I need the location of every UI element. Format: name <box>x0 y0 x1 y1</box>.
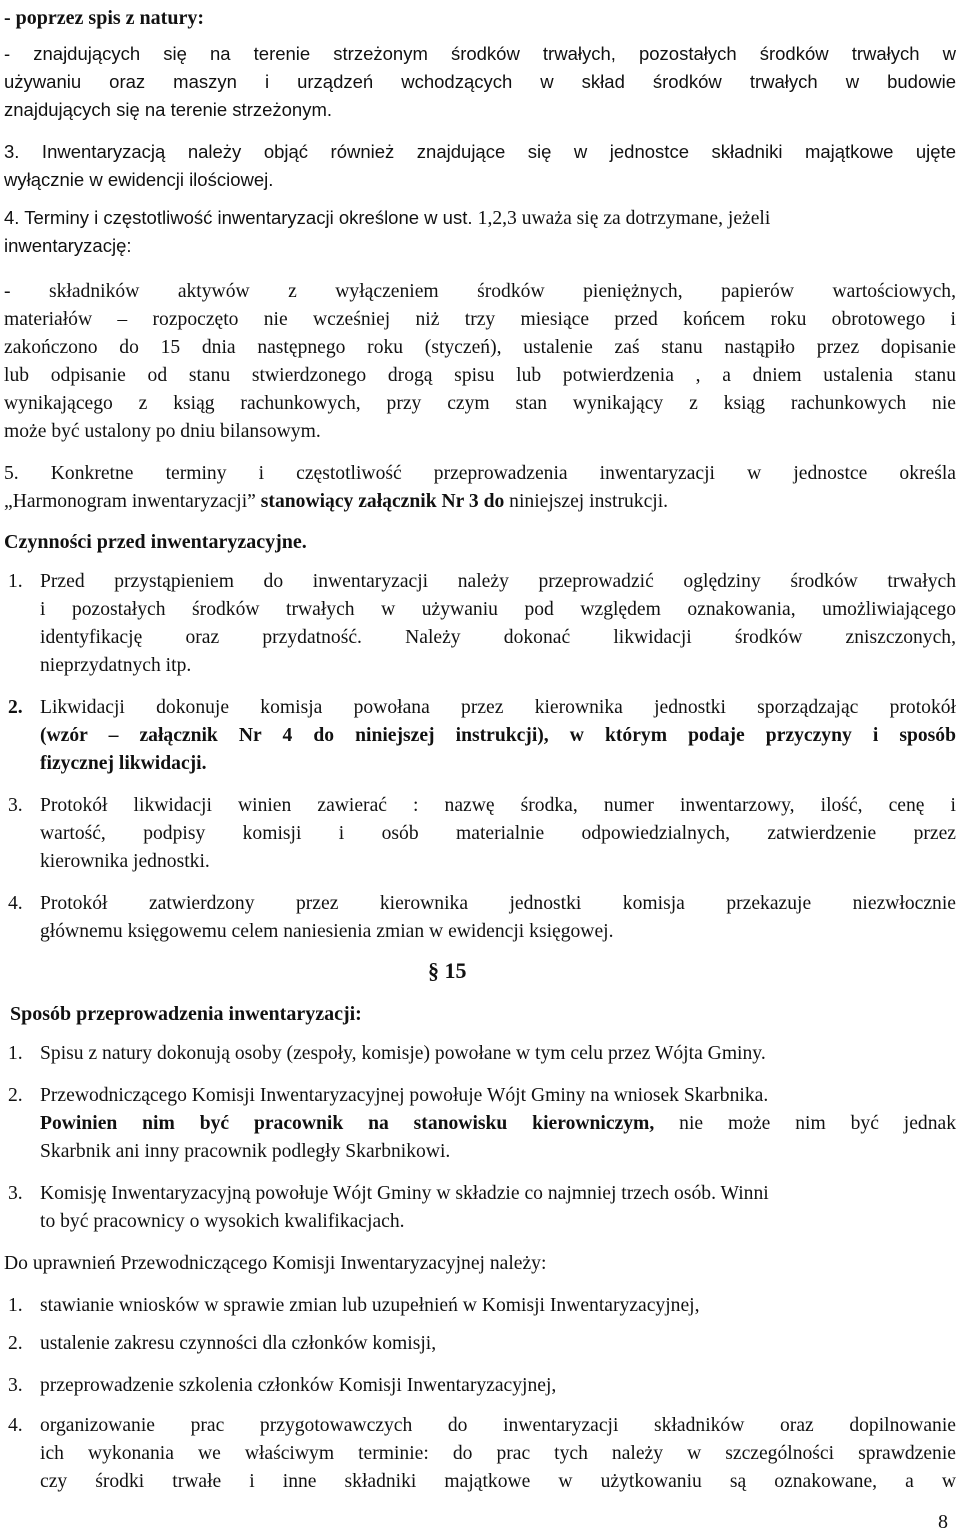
heading-spis: - poprzez spis z natury: <box>4 7 204 29</box>
list-line: Protokół likwidacji winien zawierać : nazwę środka, numer inwentarzowy, ilość, cenę i <box>40 795 956 816</box>
list-number: 4. <box>8 1415 23 1436</box>
paragraph-line: zakończono do 15 dnia następnego roku (styczeń), ustalenie zaś stanu nastąpiło przez dopisanie <box>4 337 956 358</box>
list-number: 1. <box>8 1295 23 1316</box>
list-number: 3. <box>8 1375 23 1396</box>
list-line: Przed przystąpieniem do inwentaryzacji należy przeprowadzić oględziny środków trwałych <box>40 571 956 592</box>
paragraph-line: - znajdujących się na terenie strzeżonym środków trwałych, pozostałych środków trwałych w <box>4 43 956 64</box>
list-line: stawianie wniosków w sprawie zmian lub uzupełnień w Komisji Inwentaryzacyjnej, <box>40 1295 700 1316</box>
list-line-bold: (wzór – załącznik Nr 4 do niniejszej instrukcji), w którym podaje przyczyny i sposób <box>40 725 956 746</box>
list-line: organizowanie prac przygotowawczych do inwentaryzacji składników oraz dopilnowanie <box>40 1415 956 1436</box>
paragraph-line: Do uprawnień Przewodniczącego Komisji Inwentaryzacyjnej należy: <box>4 1253 547 1274</box>
paragraph-fragment: 4. Terminy i częstotliwość inwentaryzacji określone w ust. <box>4 207 473 228</box>
list-line: Protokół zatwierdzony przez kierownika jednostki komisja przekazuje niezwłocznie <box>40 893 956 914</box>
list-number: 3. <box>8 795 23 816</box>
list-line: Komisję Inwentaryzacyjną powołuje Wójt Gminy w składzie co najmniej trzech osób. Winni <box>40 1183 769 1204</box>
list-line: ustalenie zakresu czynności dla członków komisji, <box>40 1333 437 1354</box>
list-line: wartość, podpisy komisji i osób materialnie odpowiedzialnych, zatwierdzenie przez <box>40 823 956 844</box>
list-number: 3. <box>8 1183 23 1204</box>
list-line: Spisu z natury dokonują osoby (zespoły, komisje) powołane w tym celu przez Wójta Gminy. <box>40 1043 766 1064</box>
paragraph-fragment-bold: stanowiący załącznik Nr 3 do <box>260 491 505 512</box>
list-number: 1. <box>8 571 23 592</box>
list-line: Przewodniczącego Komisji Inwentaryzacyjnej powołuje Wójt Gminy na wniosek Skarbnika. <box>40 1085 769 1106</box>
page-number: 8 <box>938 1511 948 1533</box>
paragraph-fragment: niniejszej instrukcji. <box>509 491 669 512</box>
paragraph-line: używaniu oraz maszyn i urządzeń wchodzących w skład środków trwałych w budowie <box>4 71 956 92</box>
heading-sposob: Sposób przeprowadzenia inwentaryzacji: <box>10 1003 362 1025</box>
list-line: i pozostałych środków trwałych w używaniu pod względem oznakowania, umożliwiającego <box>40 599 956 620</box>
section-heading: § 15 <box>428 958 467 983</box>
paragraph-line: znajdujących się na terenie strzeżonym. <box>4 99 333 120</box>
list-number: 1. <box>8 1043 23 1064</box>
paragraph-line: 3. Inwentaryzacją należy objąć również znajdujące się w jednostce składniki majątkowe ujęte <box>4 141 956 162</box>
paragraph-line <box>4 488 956 516</box>
list-number: 2. <box>8 1333 23 1354</box>
paragraph-line <box>4 204 956 233</box>
list-line: kierownika jednostki. <box>40 851 210 872</box>
list-number: 2. <box>8 697 23 718</box>
paragraph-line: materiałów – rozpoczęto nie wcześniej niż trzy miesiące przed końcem roku obrotowego i <box>4 309 956 330</box>
list-line: identyfikację oraz przydatność. Należy dokonać likwidacji środków zniszczonych, <box>40 627 956 648</box>
list-line: czy środki trwałe i inne składniki majątkowe w użytkowaniu są oznakowane, a w <box>40 1471 956 1492</box>
paragraph-line: - składników aktywów z wyłączeniem środków pieniężnych, papierów wartościowych, <box>4 281 956 302</box>
list-line: nieprzydatnych itp. <box>40 655 192 676</box>
list-line-bold: fizycznej likwidacji. <box>40 753 207 774</box>
list-line: to być pracownicy o wysokich kwalifikacjach. <box>40 1211 405 1232</box>
heading-czynnosci: Czynności przed inwentaryzacyjne. <box>4 531 307 553</box>
paragraph-fragment: 1,2,3 uważa się za dotrzymane, jeżeli <box>477 208 771 229</box>
paragraph-line: wynikającego z ksiąg rachunkowych, przy czym stan wynikający z ksiąg rachunkowych nie <box>4 393 956 414</box>
paragraph-line: może być ustalony po dniu bilansowym. <box>4 421 321 442</box>
paragraph-line: lub odpisanie od stanu stwierdzonego drogą spisu lub potwierdzenia , a dniem ustalenia stanu <box>4 365 956 386</box>
list-fragment-bold: Powinien nim być pracownik na stanowisku kierowniczym, <box>40 1113 655 1134</box>
list-line: przeprowadzenie szkolenia członków Komisji Inwentaryzacyjnej, <box>40 1375 557 1396</box>
list-number: 4. <box>8 893 23 914</box>
list-line: głównemu księgowemu celem naniesienia zmian w ewidencji księgowej. <box>40 921 614 942</box>
list-line: Likwidacji dokonuje komisja powołana przez kierownika jednostki sporządzając protokół <box>40 697 956 718</box>
paragraph-line: inwentaryzację: <box>4 235 132 256</box>
list-line: ich wykonania we właściwym terminie: do prac tych należy w szczególności sprawdzenie <box>40 1443 956 1464</box>
list-line <box>40 1110 956 1138</box>
list-fragment: nie może nim być jednak <box>679 1113 956 1134</box>
paragraph-line: 5. Konkretne terminy i częstotliwość przeprowadzenia inwentaryzacji w jednostce określa <box>4 463 956 484</box>
list-line: Skarbnik ani inny pracownik podległy Skarbnikowi. <box>40 1141 451 1162</box>
list-number: 2. <box>8 1085 23 1106</box>
paragraph-fragment: „Harmonogram inwentaryzacji” <box>4 491 256 512</box>
paragraph-line: wyłącznie w ewidencji ilościowej. <box>4 169 274 190</box>
